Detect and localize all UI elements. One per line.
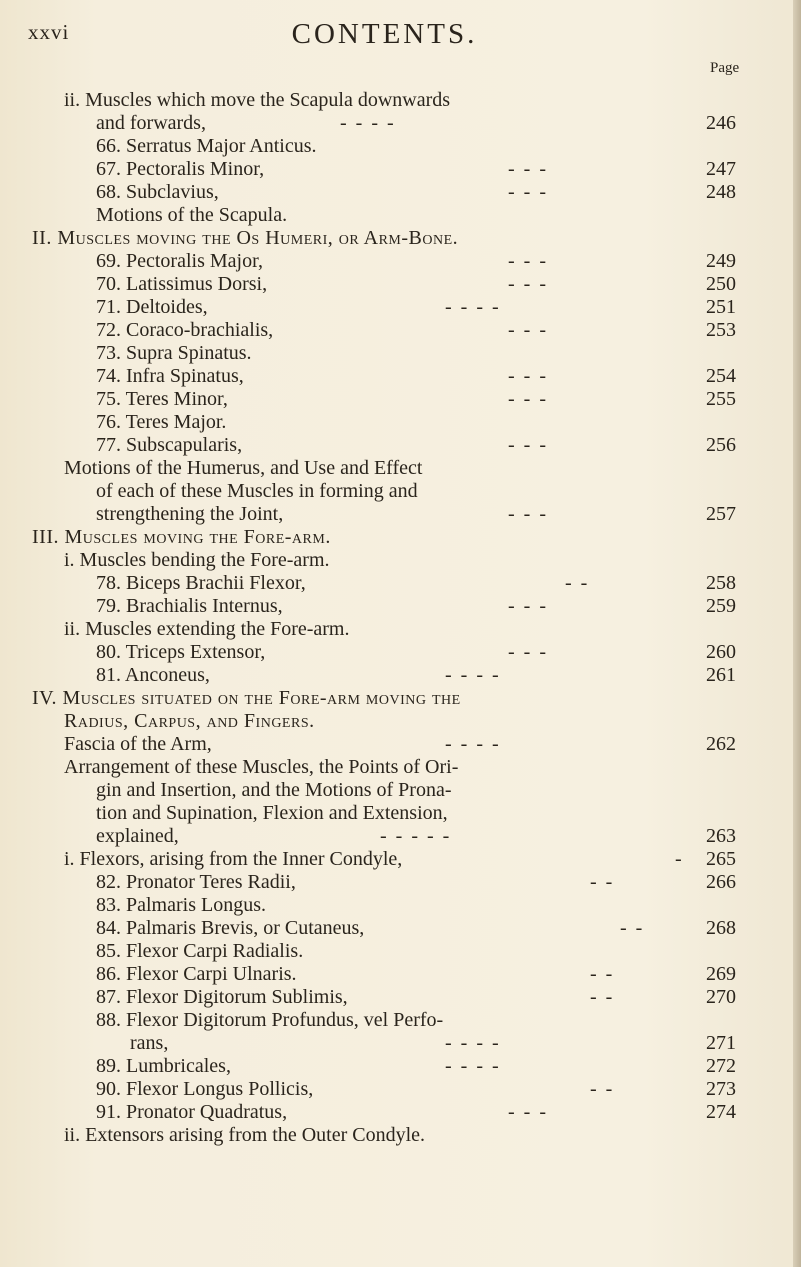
entry-text: Arrangement of these Muscles, the Points of Ori- [64,756,459,778]
entry-text: 73. Supra Spinatus. [96,342,252,364]
page-number: 256 [706,434,736,456]
contents-line [96,571,306,595]
contents-line [96,364,244,388]
contents-line [96,870,296,894]
page-number: 250 [706,273,736,295]
entry-text: 69. Pectoralis Major, [96,250,263,272]
contents-line [96,157,264,181]
contents-line [96,985,348,1009]
dot-leader: - - [590,1078,615,1100]
dot-leader: - - - - [445,733,501,755]
entry-text: 68. Subclavius, [96,181,219,203]
entry-text: 67. Pectoralis Minor, [96,158,265,180]
contents-line [96,272,267,296]
contents-line [96,1077,313,1101]
dot-leader: - - - [508,388,548,410]
page-number: 262 [706,733,736,755]
entry-text: 90. Flexor Longus Pollicis, [96,1078,314,1100]
contents-line [96,502,283,526]
entry-text: 84. Palmaris Brevis, or Cutaneus, [96,917,365,939]
folio-number: xxvi [28,20,70,44]
dot-leader: - - [565,572,590,594]
entry-text: 76. Teres Major. [96,411,227,433]
section-heading [32,525,331,549]
entry-text: 71. Deltoides, [96,296,208,318]
entry-text: Motions of the Humerus, and Use and Effect [64,457,423,479]
page-number: 273 [706,1078,736,1100]
page-number: 255 [706,388,736,410]
page-number: 259 [706,595,736,617]
page-number: 271 [706,1032,736,1054]
contents-line [96,249,263,273]
contents-line [96,939,303,963]
dot-leader: - [675,848,684,870]
page-number: 272 [706,1055,736,1077]
running-title: CONTENTS. [291,18,478,50]
entry-text: Fascia of the Arm, [64,733,212,755]
page-number: 254 [706,365,736,387]
contents-line [64,88,450,112]
page-number: 268 [706,917,736,939]
dot-leader: - - - - [445,1055,501,1077]
page-number: 247 [706,158,736,180]
section-heading [64,709,315,733]
page-number: 260 [706,641,736,663]
contents-line [96,410,226,434]
contents-line [96,824,179,848]
contents-line [64,548,330,572]
contents-line [96,916,364,940]
page-edge [793,0,801,1267]
entry-text: ii. Muscles which move the Scapula downwards [64,89,451,111]
dot-leader: - - - [508,319,548,341]
dot-leader: - - - [508,158,548,180]
contents-line [64,1123,425,1147]
entry-text: 86. Flexor Carpi Ulnaris. [96,963,297,985]
entry-text: 66. Serratus Major Anticus. [96,135,317,157]
contents-line [64,732,212,756]
entry-text: 70. Latissimus Dorsi, [96,273,268,295]
entry-text: 74. Infra Spinatus, [96,365,244,387]
entry-text: 88. Flexor Digitorum Profundus, vel Perfo- [96,1009,444,1031]
page-number: 248 [706,181,736,203]
dot-leader: - - - - [445,1032,501,1054]
page-number: 265 [706,848,736,870]
contents-line [96,594,283,618]
entry-text: 75. Teres Minor, [96,388,228,410]
contents-line [96,387,228,411]
entry-text: 78. Biceps Brachii Flexor, [96,572,306,594]
page-number: 258 [706,572,736,594]
contents-line [96,180,219,204]
entry-text: and forwards, [96,112,206,134]
page-number: 261 [706,664,736,686]
entry-text: 83. Palmaris Longus. [96,894,266,916]
dot-leader: - - [620,917,645,939]
contents-line [96,1054,231,1078]
contents-line [96,111,206,135]
dot-leader: - - - [508,365,548,387]
dot-leader: - - - - [445,664,501,686]
contents-line [96,479,418,503]
page-number: 249 [706,250,736,272]
section-heading [32,226,458,250]
dot-leader: - - - [508,250,548,272]
dot-leader: - - - [508,595,548,617]
contents-line [96,295,208,319]
contents-line [96,203,287,227]
entry-text: IV. Muscles situated on the Fore-arm moving the [32,687,461,709]
dot-leader: - - - [508,1101,548,1123]
entry-text: 81. Anconeus, [96,664,210,686]
entry-text: III. Muscles moving the Fore-arm. [32,526,331,548]
page-number: 251 [706,296,736,318]
page-number: 257 [706,503,736,525]
page-number: 263 [706,825,736,847]
section-heading [32,686,461,710]
entry-text: i. Flexors, arising from the Inner Condyle, [64,848,403,870]
contents-line [130,1031,168,1055]
entry-text: ii. Muscles extending the Fore-arm. [64,618,350,640]
dot-leader: - - - [508,181,548,203]
contents-line [96,893,266,917]
entry-text: 80. Triceps Extensor, [96,641,266,663]
entry-text: i. Muscles bending the Fore-arm. [64,549,330,571]
entry-text: rans, [130,1032,169,1054]
contents-line [96,778,452,802]
contents-line [96,663,210,687]
contents-line [96,801,448,825]
contents-line [64,456,422,480]
entry-text: II. Muscles moving the Os Humeri, or Arm-Bone. [32,227,459,249]
dot-leader: - - - [508,641,548,663]
dot-leader: - - [590,871,615,893]
dot-leader: - - - [508,273,548,295]
page-number: 266 [706,871,736,893]
entry-text: 79. Brachialis Internus, [96,595,283,617]
entry-text: explained, [96,825,179,847]
contents-line [96,341,252,365]
page-column-label: Page [710,60,740,76]
entry-text: 82. Pronator Teres Radii, [96,871,296,893]
contents-line [64,755,458,779]
page-number: 253 [706,319,736,341]
entry-text: 85. Flexor Carpi Radialis. [96,940,304,962]
dot-leader: - - - - [340,112,396,134]
contents-line [96,433,242,457]
entry-text: 91. Pronator Quadratus, [96,1101,288,1123]
contents-line [64,847,402,871]
dot-leader: - - - - [445,296,501,318]
entry-text: 77. Subscapularis, [96,434,243,456]
page-number: 270 [706,986,736,1008]
page-number: 269 [706,963,736,985]
dot-leader: - - - - - [380,825,452,847]
entry-text: gin and Insertion, and the Motions of Prona- [96,779,452,801]
entry-text: strengthening the Joint, [96,503,284,525]
entry-text: Motions of the Scapula. [96,204,288,226]
contents-line [96,1100,287,1124]
entry-text: 87. Flexor Digitorum Sublimis, [96,986,348,1008]
entry-text: 89. Lumbricales, [96,1055,231,1077]
entry-text: 72. Coraco-brachialis, [96,319,274,341]
page-number: 246 [706,112,736,134]
dot-leader: - - [590,986,615,1008]
contents-line [96,134,317,158]
dot-leader: - - - [508,434,548,456]
contents-line [96,318,273,342]
entry-text: Radius, Carpus, and Fingers. [64,710,315,732]
contents-line [96,640,265,664]
dot-leader: - - [590,963,615,985]
contents-line [96,1008,443,1032]
page-header [28,20,781,56]
entry-text: tion and Supination, Flexion and Extension, [96,802,448,824]
entry-text: ii. Extensors arising from the Outer Condyle. [64,1124,426,1146]
entry-text: of each of these Muscles in forming and [96,480,418,502]
contents-line [64,617,350,641]
contents-line [96,962,297,986]
page-number: 274 [706,1101,736,1123]
dot-leader: - - - [508,503,548,525]
